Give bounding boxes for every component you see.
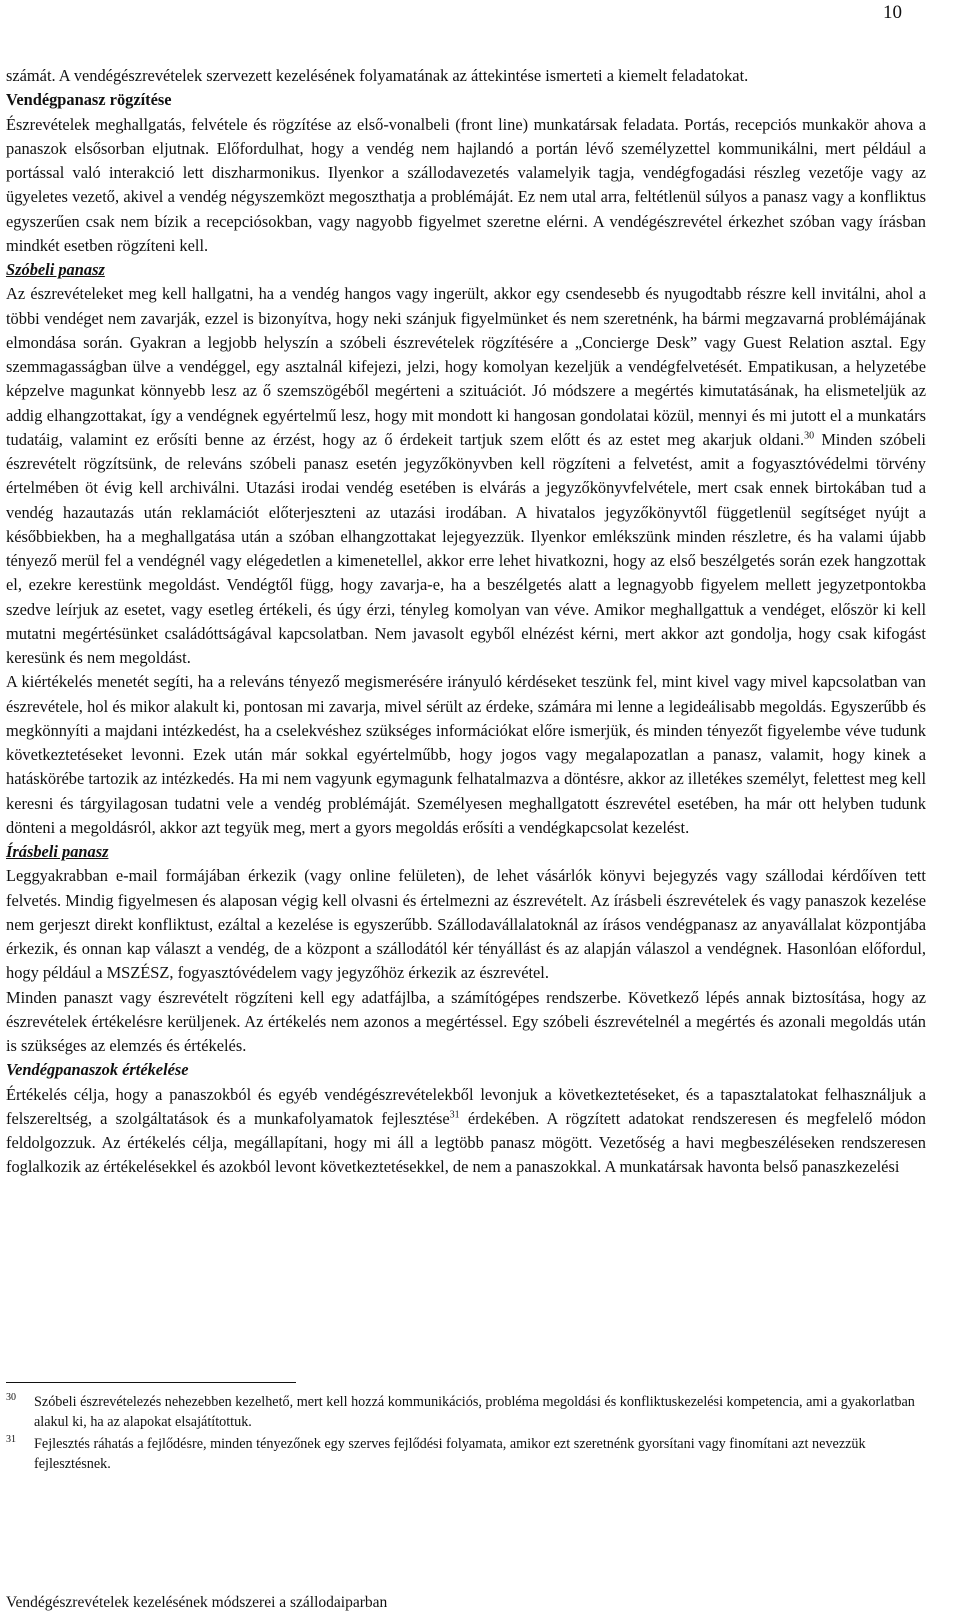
paragraph-ertekeles-a: Értékelés célja, hogy a panaszokból és egyéb vendégészrevételekből levonjuk a következtetéseket, és a tapasztalatokat felhasználjuk a felszereltség, a szolgáltatások és a munkafolyamatok fejlesztése [6,1084,926,1128]
page-number: 10 [883,2,902,23]
heading-vendegpanasz-rogzitese: Vendégpanasz rögzítése [6,90,172,110]
footnote-text: Fejlesztés ráhatás a fejlődésre, minden tényezőnek egy szerves fejlődési folyamata, amikor ezt szeretnénk gyorsítani vagy finomítani azt nevezzük fejlesztésnek. [34,1436,866,1472]
footnote-separator [6,1382,296,1383]
paragraph-irasbeli-2: Minden panaszt vagy észrevételt rögzíteni kell egy adatfájlba, a számítógépes rendszerbe. Következő lépés annak biztosítása, hogy az észrevételek értékelésre kerüljenek. Az értékelés nem azonos a megértéssel. Egy szóbeli észrevételnél a megértés és azonali megoldás után is szükséges az elemzés és értékelés. [6,987,926,1055]
footnote-text: Szóbeli észrevételezés nehezebben kezelhető, mert kell hozzá kommunikációs, probléma megoldási és konfliktuskezelési kompetencia, ami a gyakorlatban alakul ki, ha az alapokat elsajátítottuk. [34,1394,915,1430]
footnote-ref-31[interactable]: 31 [449,1109,460,1121]
paragraph-szobeli-2: A kiértékelés menetét segíti, ha a releváns tényező megismerésére irányuló kérdéseket teszünk fel, mint kivel vagy mivel kapcsolatban van észrevétele, hol és mikor alakult ki, pontosan mi zavarja, mivel sérült az érdeke, számára mi lenne a legideálisabb megoldás. Egyszerűbb és megkönnyíti a majdani intézkedést, ha a cselekvéshez szükséges információkat előre ismerjük, és minden tényezőt figyelembe véve tudunk következtetéseket levonni. Ezek után már sokkal egyértelműbb, hogy jogos vagy megalapozatlan a panasz, valamit, hogy kinek a hatáskörébe tartozik az intézkedés. Ha mi nem vagyunk egymagunk felhatalmazva a döntésre, akkor az illetékes személyt, felettest meg kell keresni és tárgyilagosan tudatni vele a vendég problémáját. Személyesen meghallgatott észrevétel esetében, ha már ott helyben tudunk dönteni a megoldásról, akkor azt tegyük meg, mert a gyors megoldás erősíti a vendégkapcsolat kezelést. [6,672,926,837]
heading-vendegpanaszok-ertekelese: Vendégpanaszok értékelése [6,1060,189,1080]
heading-irasbeli-panasz: Írásbeli panasz [6,842,109,861]
paragraph-rogzites: Észrevételek meghallgatás, felvétele és rögzítése az első-vonalbeli (front line) munkatársak feladata. Portás, recepciós munkakör ahova a panaszok elsősorban eljutnak. Előfordulhat, hogy a vendég nem hajlandó a portán lévő személyzettel kommunikálni, mert például a portással való interakció lett diszharmonikus. Ilyenkor a szállodavezetés valamelyik tagja, vendégfogadási részleg vezetője vagy az ügyeletes vezető, akivel a vendég négyszemközt megoszthatja a problémáját. Ez nem utal arra, feltétlenül súlyos a panasz vagy a konfliktus egyszerűen csak nem bízik a recepciósokban, vagy nagyobb figyelmet szeretne elérni. A vendégészrevétel érkezhet szóban vagy írásban mindkét esetben rögzíteni kell. [6,114,926,255]
paragraph-irasbeli-1: Leggyakrabban e-mail formájában érkezik (vagy online felületen), de lehet vásárlók könyvi bejegyzés vagy szállodai kérdőíven tett felvetés. Mindig figyelmesen és alaposan végig kell olvasni és értelmezni az észrevételt. Az írásbeli észrevételek és vagy panaszok kezelése nem gerjeszt direkt konfliktust, ezáltal a kezelése is egyszerűbb. Szállodavállalatoknál az írásos vendégpanasz az anyavállalat központjába érkezik, és onnan kap választ a vendég, de a központ a szállodától kér tényállást és az alapján válaszol a vendégnek. Hasonlóan előfordul, hogy például a MSZÉSZ, fogyasztóvédelem vagy jegyzőhöz érkezik az észrevétel. [6,866,926,983]
body-text [6,64,926,1180]
footnote-31: 31 Fejlesztés ráhatás a fejlődésre, minden tényezőnek egy szerves fejlődési folyamata, amikor ezt szeretnénk gyorsítani vagy finomítani azt nevezzük fejlesztésnek. [6,1434,866,1472]
paragraph-ertekeles [6,1083,926,1180]
heading-szobeli-panasz: Szóbeli panasz [6,260,105,279]
footnote-ref-30[interactable]: 30 [804,430,815,442]
footnote-30: 30 Szóbeli észrevételezés nehezebben kezelhető, mert kell hozzá kommunikációs, probléma megoldási és konfliktuskezelési kompetencia, ami a gyakorlatban alakul ki, ha az alapokat elsajátítottuk. [6,1392,915,1430]
paragraph-ertekeles-b: érdekében. A rögzített adatokat rendszeresen és megfelelő módon feldolgozzuk. Az értékelés célja, megállapítani, hogy mi áll a legtöbb panasz mögött. Vezetőség a havi megbeszéléseken rendszeresen foglalkozik az értékelésekkel és azokból levont következtetésekkel, de nem a panaszokkal. A munkatársak havonta belső panaszkezelési [6,1108,927,1177]
paragraph-szobeli-1-b: Minden szóbeli észrevételt rögzítsünk, de releváns szóbeli panasz esetén jegyzőkönyvben kell rögzíteni a felvetést, amit a fogyasztóvédelmi törvény értelmében öt évig kell archiválni. Utazási irodai vendég esetében is elvárás a jegyzőkönyvfelvétele, mert csak ennek birtokában tud a vendég hazautazás után reklamációt előterjeszteni az utazási irodában. A hivatalos jegyzőkönyvtől függetlenül segítséget nyújt a későbbiekben, ha a meghallgatása után a szóban elhangzottakat lejegyezzük. Ilyenkor emlékszünk minden részletre, és ha valami újabb tényező merül fel a vendégnél vagy elégedetlen a kimenetellel, akkor erre lehet hivatkozni, hogy az első beszélgetés során ezek hangzottak el, ezekre kerestünk megoldást. Vendégtől függ, hogy zavarja-e, ha a beszélgetés alatt a legnagyobb figyelem mellett jegyzetpontokba szedve leírjuk az esetet, vagy esetleg értékeli, és úgy érzi, tényleg komolyan van véve. Amikor meghallgattuk a vendéget, először ki kell mutatni megértésünket családóttságával kapcsolatban. Nem javasolt egyből elnézést kérni, mert akkor azt gondolja, hogy csak kifogást keresünk és nem megoldást. [6,429,926,667]
paragraph-szobeli-1 [6,282,926,670]
intro-paragraph: számát. A vendégészrevételek szervezett kezelésének folyamatának az áttekintése ismerteti a kiemelt feladatokat. [6,66,749,85]
paragraph-szobeli-1-a: Az észrevételeket meg kell hallgatni, ha a vendég hangos vagy ingerült, akkor egy csendesebb és nyugodtabb részre kell invitálni, ahol a többi vendéget nem zavarják, ezzel is bizonyítva, hogy neki szánjuk figyelmünket és nem szeretnénk, ha bármi megzavarná problémájának elmondása során. Gyakran a legjobb helyszín a szóbeli észrevételek rögzítésére a „Concierge Desk” vagy Guest Relation asztal. Egy szemmagasságban ülve a vendéggel, egy asztalnál kifejezi, jelzi, hogy komolyan kezeljük a vendégfelvetését. Empatikusan, a helyzetébe képzelve magunkat könnyebb lesz az ő szemszögéből megérteni a szituációt. Jó módszere a megértés kimutatásának, ha elismeteljük az addig elhangzottakat, így a vendégnek egyértelmű lesz, hogy mit mondott ki hangosan gondolatai közül, mennyi és mi jutott el a munkatárs tudatáig, valamint ez erősíti benne az érzést, hogy az ő érdekeit tartjuk szem előtt és az estet meg akarjuk oldani. [6,284,926,449]
footnotes [6,1392,926,1476]
page-footer: Vendégészrevételek kezelésének módszerei a szállodaiparban [6,1594,388,1611]
